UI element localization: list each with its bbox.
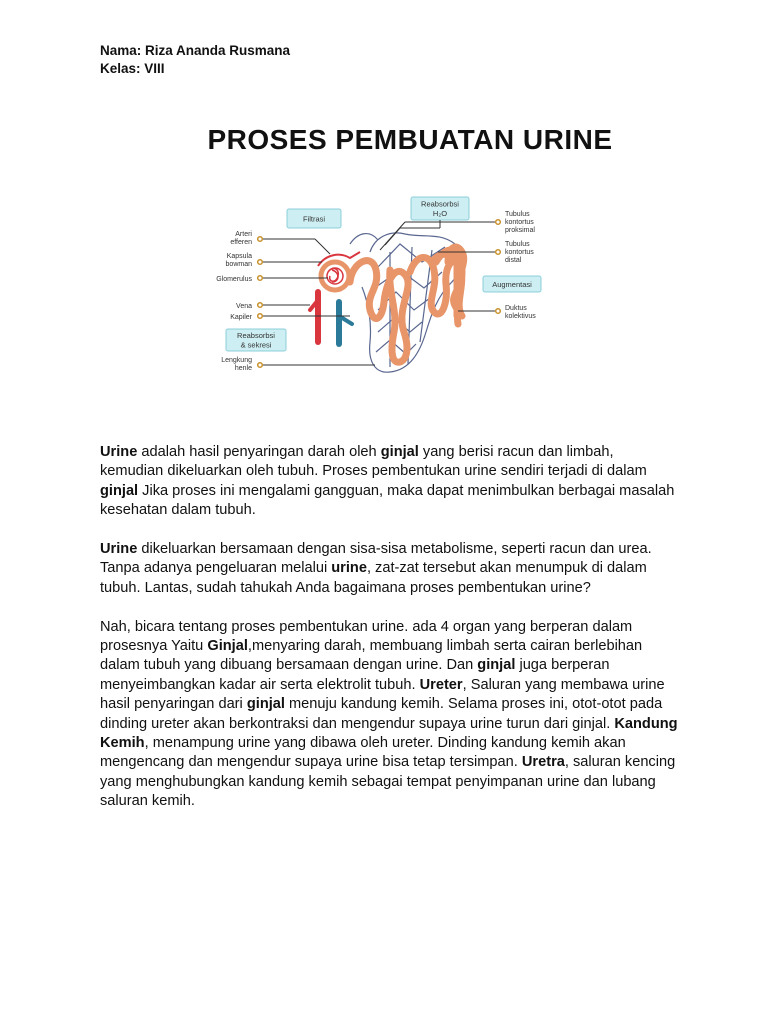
filtrasi-label: Filtrasi <box>302 214 326 224</box>
label-proksimal-3: proksimal <box>505 227 535 234</box>
student-header <box>100 42 290 78</box>
paragraph <box>100 618 680 812</box>
text-run: Nah, bicara tentang proses pembentukan urine. ada 4 organ yang berperan dalam prosesnya Yaitu <box>100 618 633 655</box>
augmentasi-label: Augmentasi <box>492 280 532 289</box>
page-title: PROSES PEMBUATAN URINE <box>207 124 613 155</box>
label-lengkung-1: Lengkung <box>221 357 252 364</box>
text-run: , zat-zat tersebut akan menumpuk di dalam tubuh. Lantas, sudah tahukah Anda bagaimana proses pembentukan urine? <box>100 560 647 596</box>
label-kapsula-2: bowman <box>225 261 252 268</box>
bold-term: ginjal <box>477 657 516 674</box>
label-proksimal-1: Tubulus <box>505 211 530 218</box>
text-run: yang berisi racun dan limbah, kemudian dikeluarkan oleh tubuh. Proses pembentukan urine sendiri terjadi di dalam <box>100 444 647 480</box>
reabsorbsi-sekresi-label-2: & sekresi <box>240 340 272 350</box>
text-run: , menampung urine yang dibawa oleh ureter. Dinding kandung kemih akan mengencang dan mengendur supaya urine bisa tetap tersimpan. <box>100 735 626 771</box>
text-run: ,menyaring darah, membuang limbah serta cairan berlebihan dalam tubuh yang dibuang bersamaan dengan urine. Dan <box>100 638 643 674</box>
label-proksimal-2: kontortus <box>505 219 534 226</box>
text-run: juga berperan menyeimbangkan kadar air serta elektrolit tubuh. <box>100 657 610 693</box>
label-kapsula-1: Kapsula <box>226 253 252 260</box>
reabsorbsi-sekresi-label-1: Reabsorbsi <box>237 331 275 340</box>
text-run: , saluran kencing yang menghubungkan kandung kemih sebagai tempat penyimpanan urine dan lubang saluran kemih. <box>100 754 676 810</box>
reabsorbsi-h2o-label-2: H₂O <box>432 209 448 218</box>
bold-term: Kandung Kemih <box>100 715 678 752</box>
proximal-tubule <box>350 261 408 363</box>
bold-term: Uretra <box>521 754 565 771</box>
label-lengkung-2: henle <box>234 365 252 372</box>
text-run: menuju kandung kemih. Selama proses ini, otot-otot pada dinding ureter akan berkontraksi dan mengendur supaya urine turun dari ginjal. <box>100 696 663 732</box>
label-distal-3: distal <box>505 257 522 264</box>
text-run: , Saluran yang membawa urine hasil penyaringan dari <box>100 676 665 713</box>
text-run: dikeluarkan bersamaan dengan sisa-sisa metabolisme, seperti racun dan urea. Tanpa adanya pengeluaran melalui <box>100 541 652 577</box>
label-vena: Vena <box>236 303 252 310</box>
bold-term: ginjal <box>246 696 285 713</box>
bold-term: Ginjal <box>207 638 248 655</box>
nephron-svg <box>200 192 560 382</box>
bold-term: ginjal <box>100 482 139 499</box>
label-distal-2: kontortus <box>505 249 534 256</box>
label-duktus-1: Duktus <box>505 305 527 312</box>
nephron-diagram <box>200 192 560 382</box>
reabsorbsi-h2o-label-1: Reabsorbsi <box>421 199 459 209</box>
leader-lines-left <box>260 220 440 365</box>
text-run: Jika proses ini mengalami gangguan, maka dapat menimbulkan berbagai masalah kesehatan dalam tubuh. <box>100 482 675 519</box>
bold-term: Ureter <box>419 676 463 693</box>
tubule-network <box>350 248 462 362</box>
student-class: Kelas: VIII <box>100 61 165 76</box>
label-glomerulus: Glomerulus <box>216 276 252 283</box>
label-arteri-1: Arteri <box>235 231 252 238</box>
bowman-capsule <box>321 262 349 290</box>
bold-term: Urine <box>100 541 138 558</box>
student-name: Nama: Riza Ananda Rusmana <box>100 43 291 58</box>
body-text <box>100 443 680 831</box>
label-duktus-2: kolektivus <box>505 313 536 320</box>
paragraph <box>100 443 680 521</box>
leader-dots-right <box>496 220 501 314</box>
bold-term: Urine <box>100 444 138 460</box>
bold-term: ginjal <box>380 444 419 460</box>
text-run: adalah hasil penyaringan darah oleh <box>137 444 381 460</box>
bold-term: urine <box>331 560 367 577</box>
label-distal-1: Tubulus <box>505 241 530 248</box>
label-kapiler: Kapiler <box>230 314 252 321</box>
paragraph <box>100 540 680 598</box>
label-arteri-2: efferen <box>230 239 252 246</box>
